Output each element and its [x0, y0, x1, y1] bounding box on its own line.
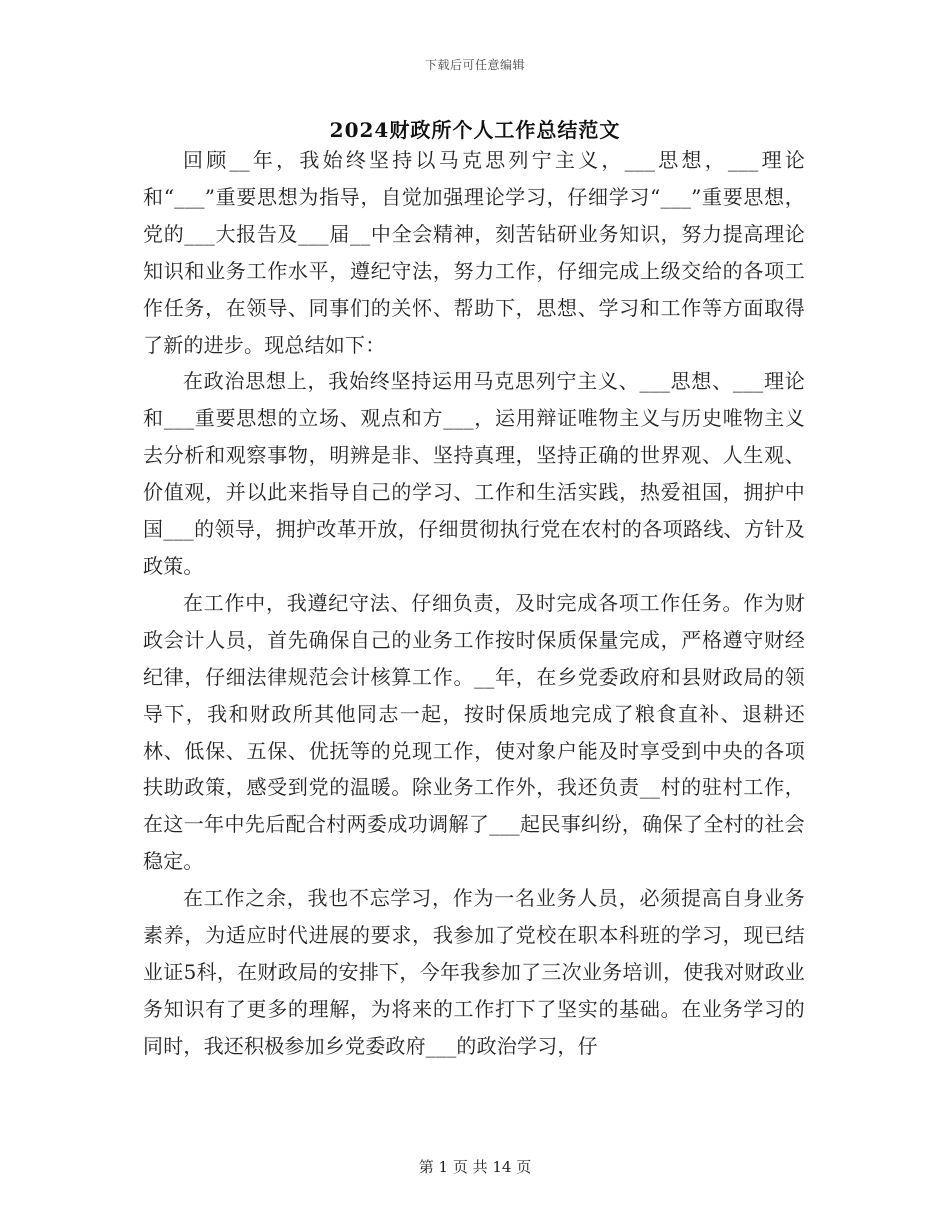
body-paragraph: 在工作之余，我也不忘学习，作为一名业务人员，必须提高自身业务素养，为适应时代进展的要求，我参加了党校在职本科班的学习，现已结业证5科，在财政局的安排下，今年我参加了三次业务培训，使我对财政业务知识有了更多的理解，为将来的工作打下了坚实的基础。在业务学习的同时，我还积极参加乡党委政府___的政治学习，仔 — [143, 886, 805, 1058]
body-paragraph: 在工作中，我遵纪守法、仔细负责，及时完成各项工作任务。作为财政会计人员，首先确保自己的业务工作按时保质保量完成，严格遵守财经纪律，仔细法律规范会计核算工作。__年，在乡党委政府和县财政局的领导下，我和财政所其他同志一起，按时保质地完成了粮食直补、退耕还林、低保、五保、优抚等的兑现工作，使对象户能及时享受到中央的各项扶助政策，感受到党的温暖。除业务工作外，我还负责__村的驻村工作，在这一年中先后配合村两委成功调解了___起民事纠纷，确保了全村的社会稳定。 — [143, 590, 805, 874]
header-note: 下载后可任意编辑 — [424, 58, 525, 72]
document-title: 2024财政所个人工作总结范文 — [329, 118, 621, 142]
document-body — [143, 142, 805, 1065]
page-number-footer: 第 1 页 共 14 页 — [418, 1158, 532, 1176]
body-paragraph: 回顾__年，我始终坚持以马克思列宁主义，___思想，___理论和“___”重要思想为指导，自觉加强理论学习，仔细学习“___”重要思想，党的___大报告及___届__中全会精神，刻苦钻研业务知识，努力提高理论知识和业务工作水平，遵纪守法，努力工作，仔细完成上级交给的各项工作任务，在领导、同事们的关怀、帮助下，思想、学习和工作等方面取得了新的进步。现总结如下： — [143, 148, 805, 357]
body-paragraph: 在政治思想上，我始终坚持运用马克思列宁主义、___思想、___理论和___重要思想的立场、观点和方___，运用辩证唯物主义与历史唯物主义去分析和观察事物，明辨是非、坚持真理，坚持正确的世界观、人生观、价值观，并以此来指导自己的学习、工作和生活实践，热爱祖国，拥护中国___的领导，拥护改革开放，仔细贯彻执行党在农村的各项路线、方针及政策。 — [143, 369, 805, 578]
